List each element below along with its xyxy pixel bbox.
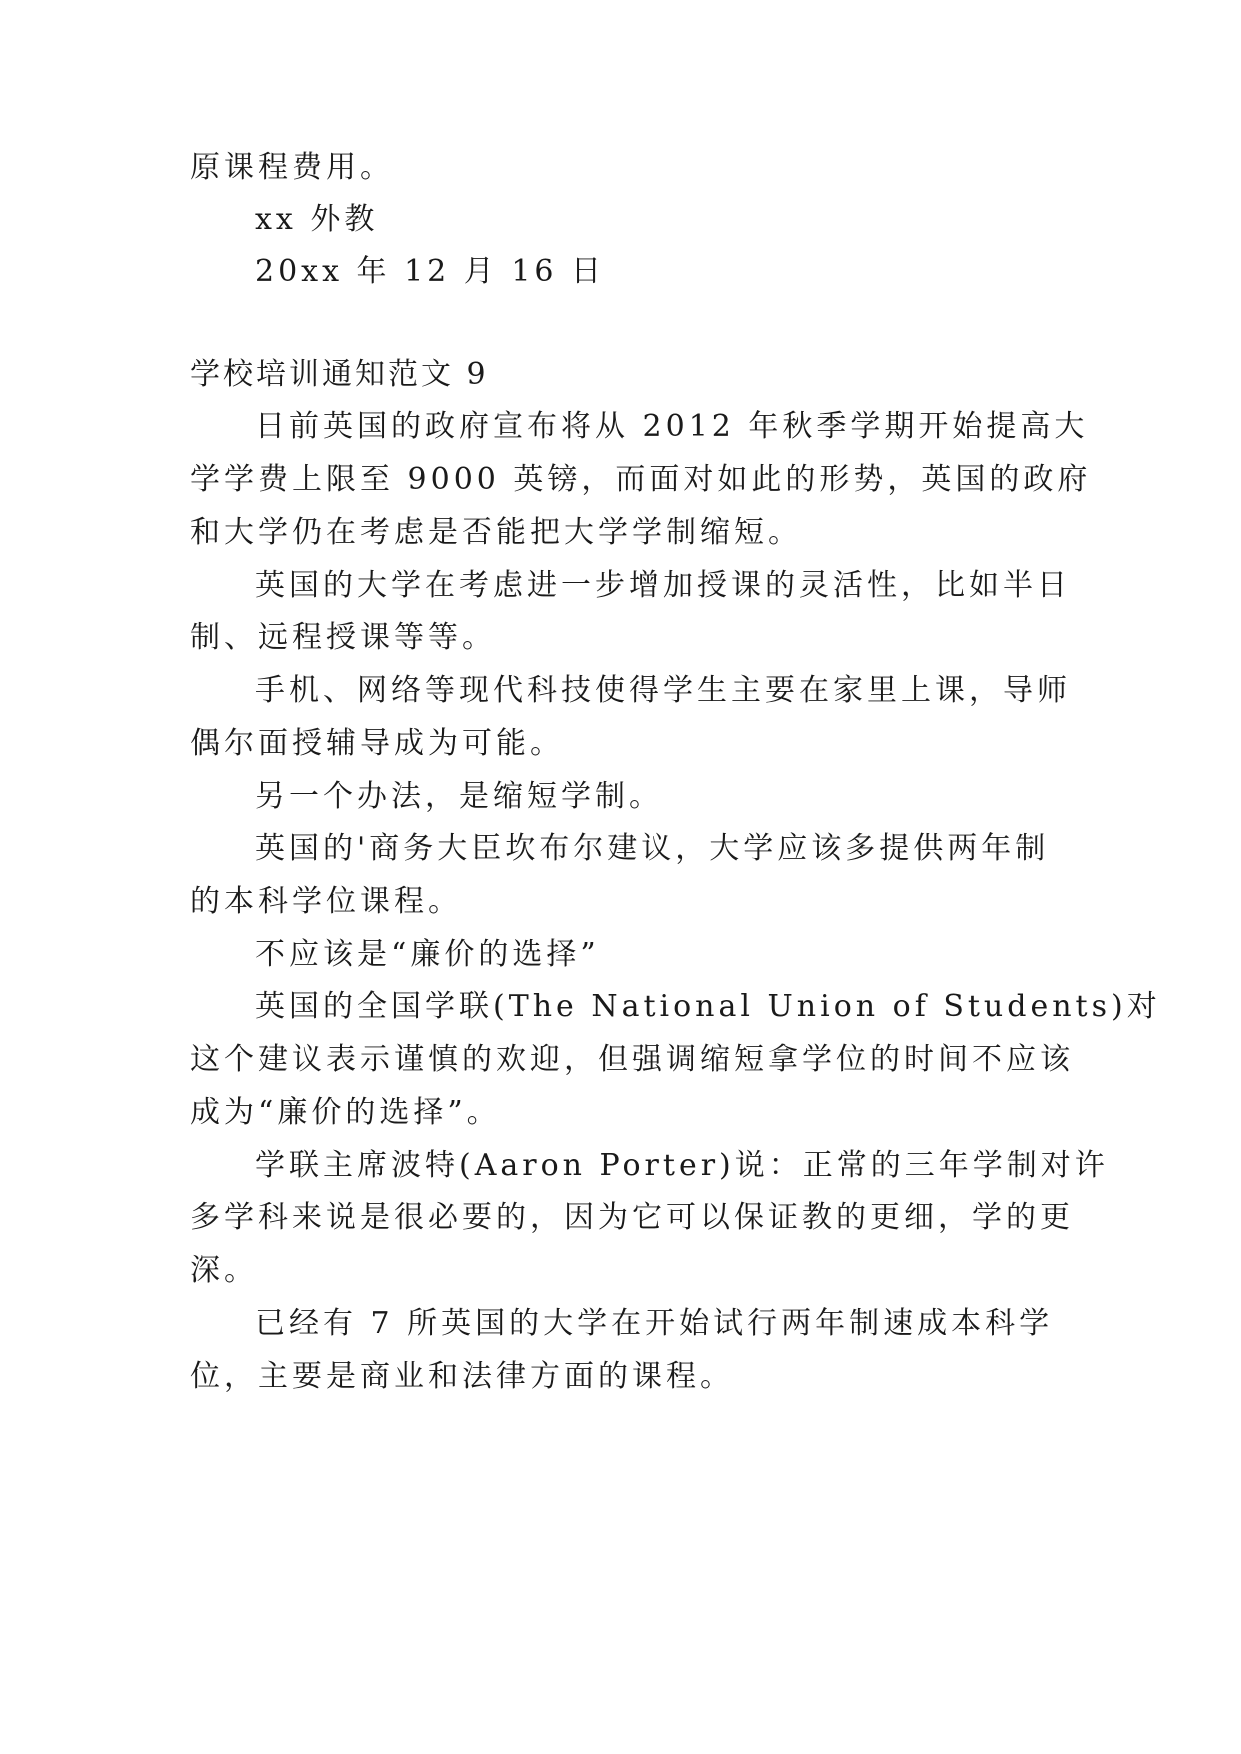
paragraph-line: 英国的'商务大臣坎布尔建议，大学应该多提供两年制 [255,831,1050,866]
closing-line: 原课程费用。 [190,150,394,185]
paragraph-line: 英国的全国学联(The National Union of Students)对 [255,989,1161,1024]
paragraph-line: 英国的大学在考虑进一步增加授课的灵活性，比如半日 [255,568,1071,603]
paragraph-line: 已经有 7 所英国的大学在开始试行两年制速成本科学 [255,1306,1054,1341]
signature: xx 外教 [255,202,379,237]
subheading-line: 不应该是“廉价的选择” [255,937,600,972]
paragraph-line: 制、远程授课等等。 [190,620,496,655]
paragraph-line: 另一个办法，是缩短学制。 [255,779,663,814]
paragraph-line: 和大学仍在考虑是否能把大学学制缩短。 [190,515,802,550]
paragraph-line: 学联主席波特(Aaron Porter)说：正常的三年学制对许 [255,1148,1109,1183]
paragraph-line: 成为“廉价的选择”。 [190,1095,501,1130]
paragraph-line: 日前英国的政府宣布将从 2012 年秋季学期开始提高大 [255,409,1089,444]
paragraph-line: 偶尔面授辅导成为可能。 [190,726,564,761]
paragraph-line: 多学科来说是很必要的，因为它可以保证教的更细，学的更 [190,1200,1074,1235]
paragraph-line: 的本科学位课程。 [190,884,462,919]
paragraph-line: 这个建议表示谨慎的欢迎，但强调缩短拿学位的时间不应该 [190,1042,1074,1077]
paragraph-line: 深。 [190,1253,258,1288]
section-title: 学校培训通知范文 9 [190,357,489,392]
paragraph-line: 位，主要是商业和法律方面的课程。 [190,1359,734,1394]
paragraph-line: 学学费上限至 9000 英镑，而面对如此的形势，英国的政府 [190,462,1092,497]
date-line: 20xx 年 12 月 16 日 [255,254,606,289]
paragraph-line: 手机、网络等现代科技使得学生主要在家里上课，导师 [255,673,1071,708]
